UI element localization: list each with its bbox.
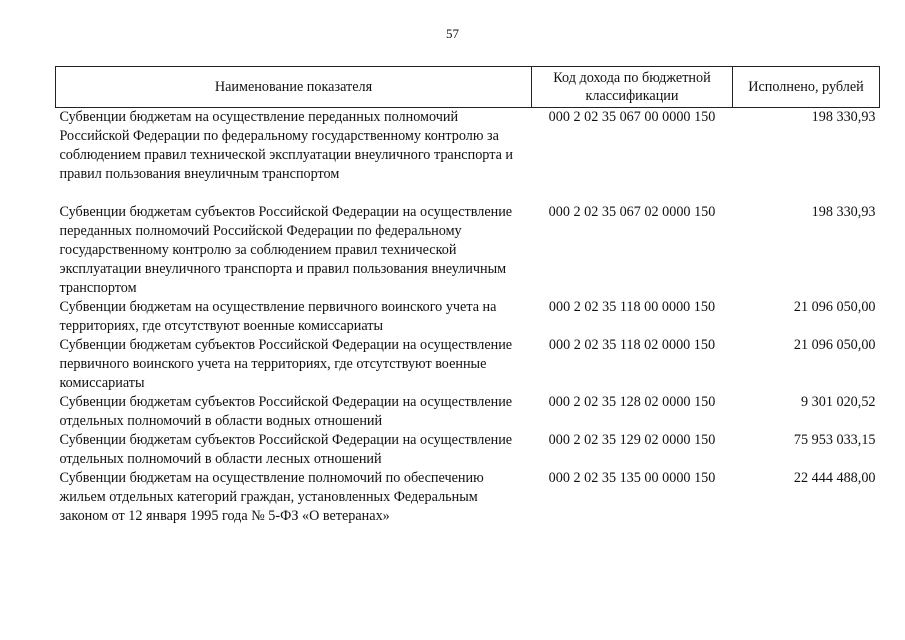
table-row <box>56 431 880 469</box>
table-row <box>56 393 880 431</box>
row-code: 000 2 02 35 135 00 0000 150 <box>548 470 716 486</box>
table-row <box>56 336 880 393</box>
row-name: Субвенции бюджетам субъектов Российской Федерации на осуществление первичного воинского учета на территориях, где отсутствуют военные комиссариаты <box>59 337 513 391</box>
page-number: 57 <box>446 26 459 41</box>
row-amount: 198 330,93 <box>811 109 876 125</box>
row-amount: 198 330,93 <box>811 204 876 220</box>
row-code: 000 2 02 35 067 02 0000 150 <box>548 204 716 220</box>
table-row <box>56 469 880 526</box>
row-name: Субвенции бюджетам на осуществление полномочий по обеспечению жильем отдельных категорий граждан, установленных Федеральным законом от 12 января 1995 года № 5-ФЗ «О ветеранах» <box>59 470 484 524</box>
header-executed-amount: Исполнено, рублей <box>733 67 880 108</box>
row-spacer <box>56 184 880 203</box>
row-amount: 21 096 050,00 <box>793 299 876 315</box>
row-name: Субвенции бюджетам на осуществление первичного воинского учета на территориях, где отсутствуют военные комиссариаты <box>59 299 497 334</box>
header-revenue-code: Код дохода по бюджетной классификации <box>532 67 733 108</box>
row-amount: 22 444 488,00 <box>793 470 876 486</box>
table-row <box>56 108 880 185</box>
row-code: 000 2 02 35 129 02 0000 150 <box>548 432 716 448</box>
row-name: Субвенции бюджетам субъектов Российской Федерации на осуществление отдельных полномочий в области лесных отношений <box>59 432 513 467</box>
table-header-row <box>56 67 880 108</box>
row-code: 000 2 02 35 128 02 0000 150 <box>548 394 716 410</box>
row-amount: 9 301 020,52 <box>801 394 876 410</box>
row-amount: 75 953 033,15 <box>793 432 876 448</box>
table-row <box>56 298 880 336</box>
row-name: Субвенции бюджетам на осуществление переданных полномочий Российской Федерации по федеральному государственному контролю за соблюдением правил технической эксплуатации внеуличного транспорта и правил пользования внеуличным транспортом <box>59 109 514 182</box>
row-code: 000 2 02 35 118 00 0000 150 <box>548 299 716 315</box>
row-name: Субвенции бюджетам субъектов Российской Федерации на осуществление переданных полномочий Российской Федерации по федеральному государственному контролю за соблюдением правил технической эксплуатации внеуличного транспорта и правил пользования внеуличным транспортом <box>59 204 513 296</box>
header-indicator-name: Наименование показателя <box>56 67 532 108</box>
row-code: 000 2 02 35 118 02 0000 150 <box>548 337 716 353</box>
table-row <box>56 203 880 298</box>
row-code: 000 2 02 35 067 00 0000 150 <box>548 109 716 125</box>
revenue-table <box>55 66 880 526</box>
row-name: Субвенции бюджетам субъектов Российской Федерации на осуществление отдельных полномочий в области водных отношений <box>59 394 513 429</box>
row-amount: 21 096 050,00 <box>793 337 876 353</box>
